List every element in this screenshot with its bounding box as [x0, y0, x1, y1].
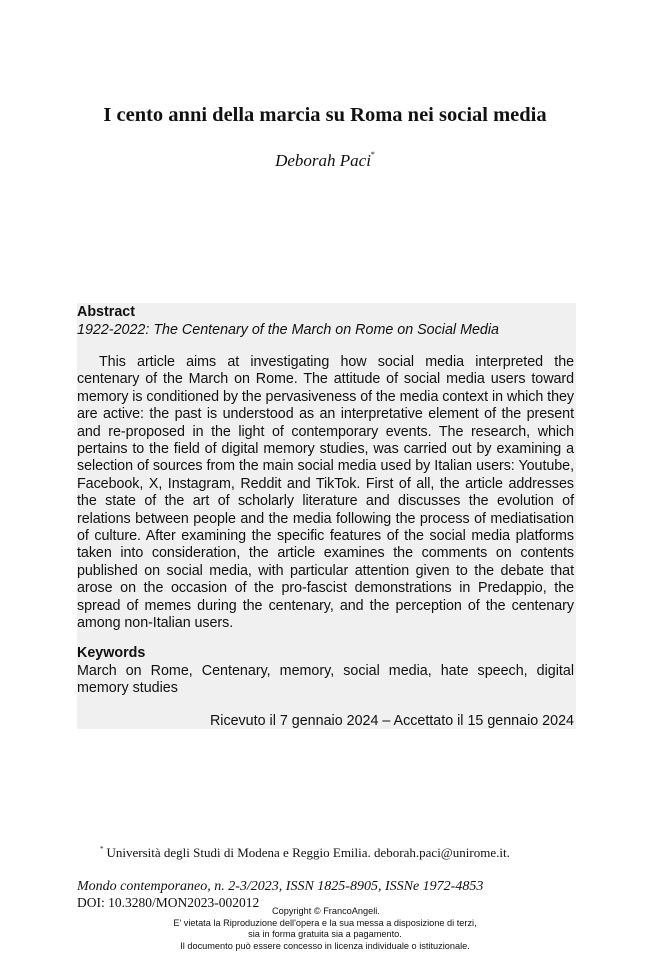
copyright-line-1: Copyright © FrancoAngeli. — [272, 906, 380, 916]
abstract-subtitle: 1922-2022: The Centenary of the March on Rome on Social Media — [77, 322, 500, 338]
journal-citation: Mondo contemporaneo, n. 2-3/2023, ISSN 1825-8905, ISSNe 1972-4853 — [77, 879, 484, 894]
author-name: Deborah Paci — [275, 151, 371, 170]
doi: DOI: 10.3280/MON2023-002012 — [77, 895, 260, 910]
author-footnote-mark: * — [370, 150, 375, 159]
author-affiliation-footnote — [100, 845, 510, 861]
abstract-text: This article aims at investigating how social media interpreted the centenary of the March on Rome. The attitude of social media users toward memory is conditioned by the pervasiveness of the media context in which they are active: the past is understood as an interpretative element of the present and re-proposed in the light of contemporary events. The research, which pertains to the field of digital memory studies, was carried out by examining a selection of sources from the main social media used by Italian users: Youtube, Facebook, X, Instagram, Reddit and TikTok. First of all, the article addresses the state of the art of scholarly literature and discusses the evolution of relations between people and the media following the process of mediatisation of culture. After examining the specific features of the social media platforms taken into consideration, the article examines the comments on contents published on social media, with particular attention given to the debate that arose on the occasion of the pro-fascist demonstrations in Predappio, the spread of memes during the centenary, and the perception of the centenary among non-Italian users. — [77, 354, 574, 632]
keywords-heading: Keywords — [77, 645, 146, 661]
received-accepted-dates: Ricevuto il 7 gennaio 2024 – Accettato il 15 gennaio 2024 — [209, 713, 574, 729]
copyright-line-4: Il documento può essere concesso in licenza individuale o istituzionale. — [180, 941, 470, 951]
footnote-text: Università degli Studi di Modena e Reggio Emilia. deborah.paci@unirome.it. — [106, 845, 510, 860]
author-line — [0, 150, 650, 171]
footnote-mark: * — [100, 845, 104, 853]
copyright-line-2: E' vietata la Riproduzione dell'opera e la sua messa a disposizione di terzi, — [173, 918, 477, 928]
abstract-box — [77, 303, 576, 729]
copyright-line-3: sia in forma gratuita sia a pagamento. — [248, 929, 402, 939]
keywords-text: March on Rome, Centenary, memory, social media, hate speech, digital memory studies — [77, 663, 574, 697]
article-title: I cento anni della marcia su Roma nei social media — [103, 104, 547, 126]
abstract-heading: Abstract — [77, 304, 135, 320]
